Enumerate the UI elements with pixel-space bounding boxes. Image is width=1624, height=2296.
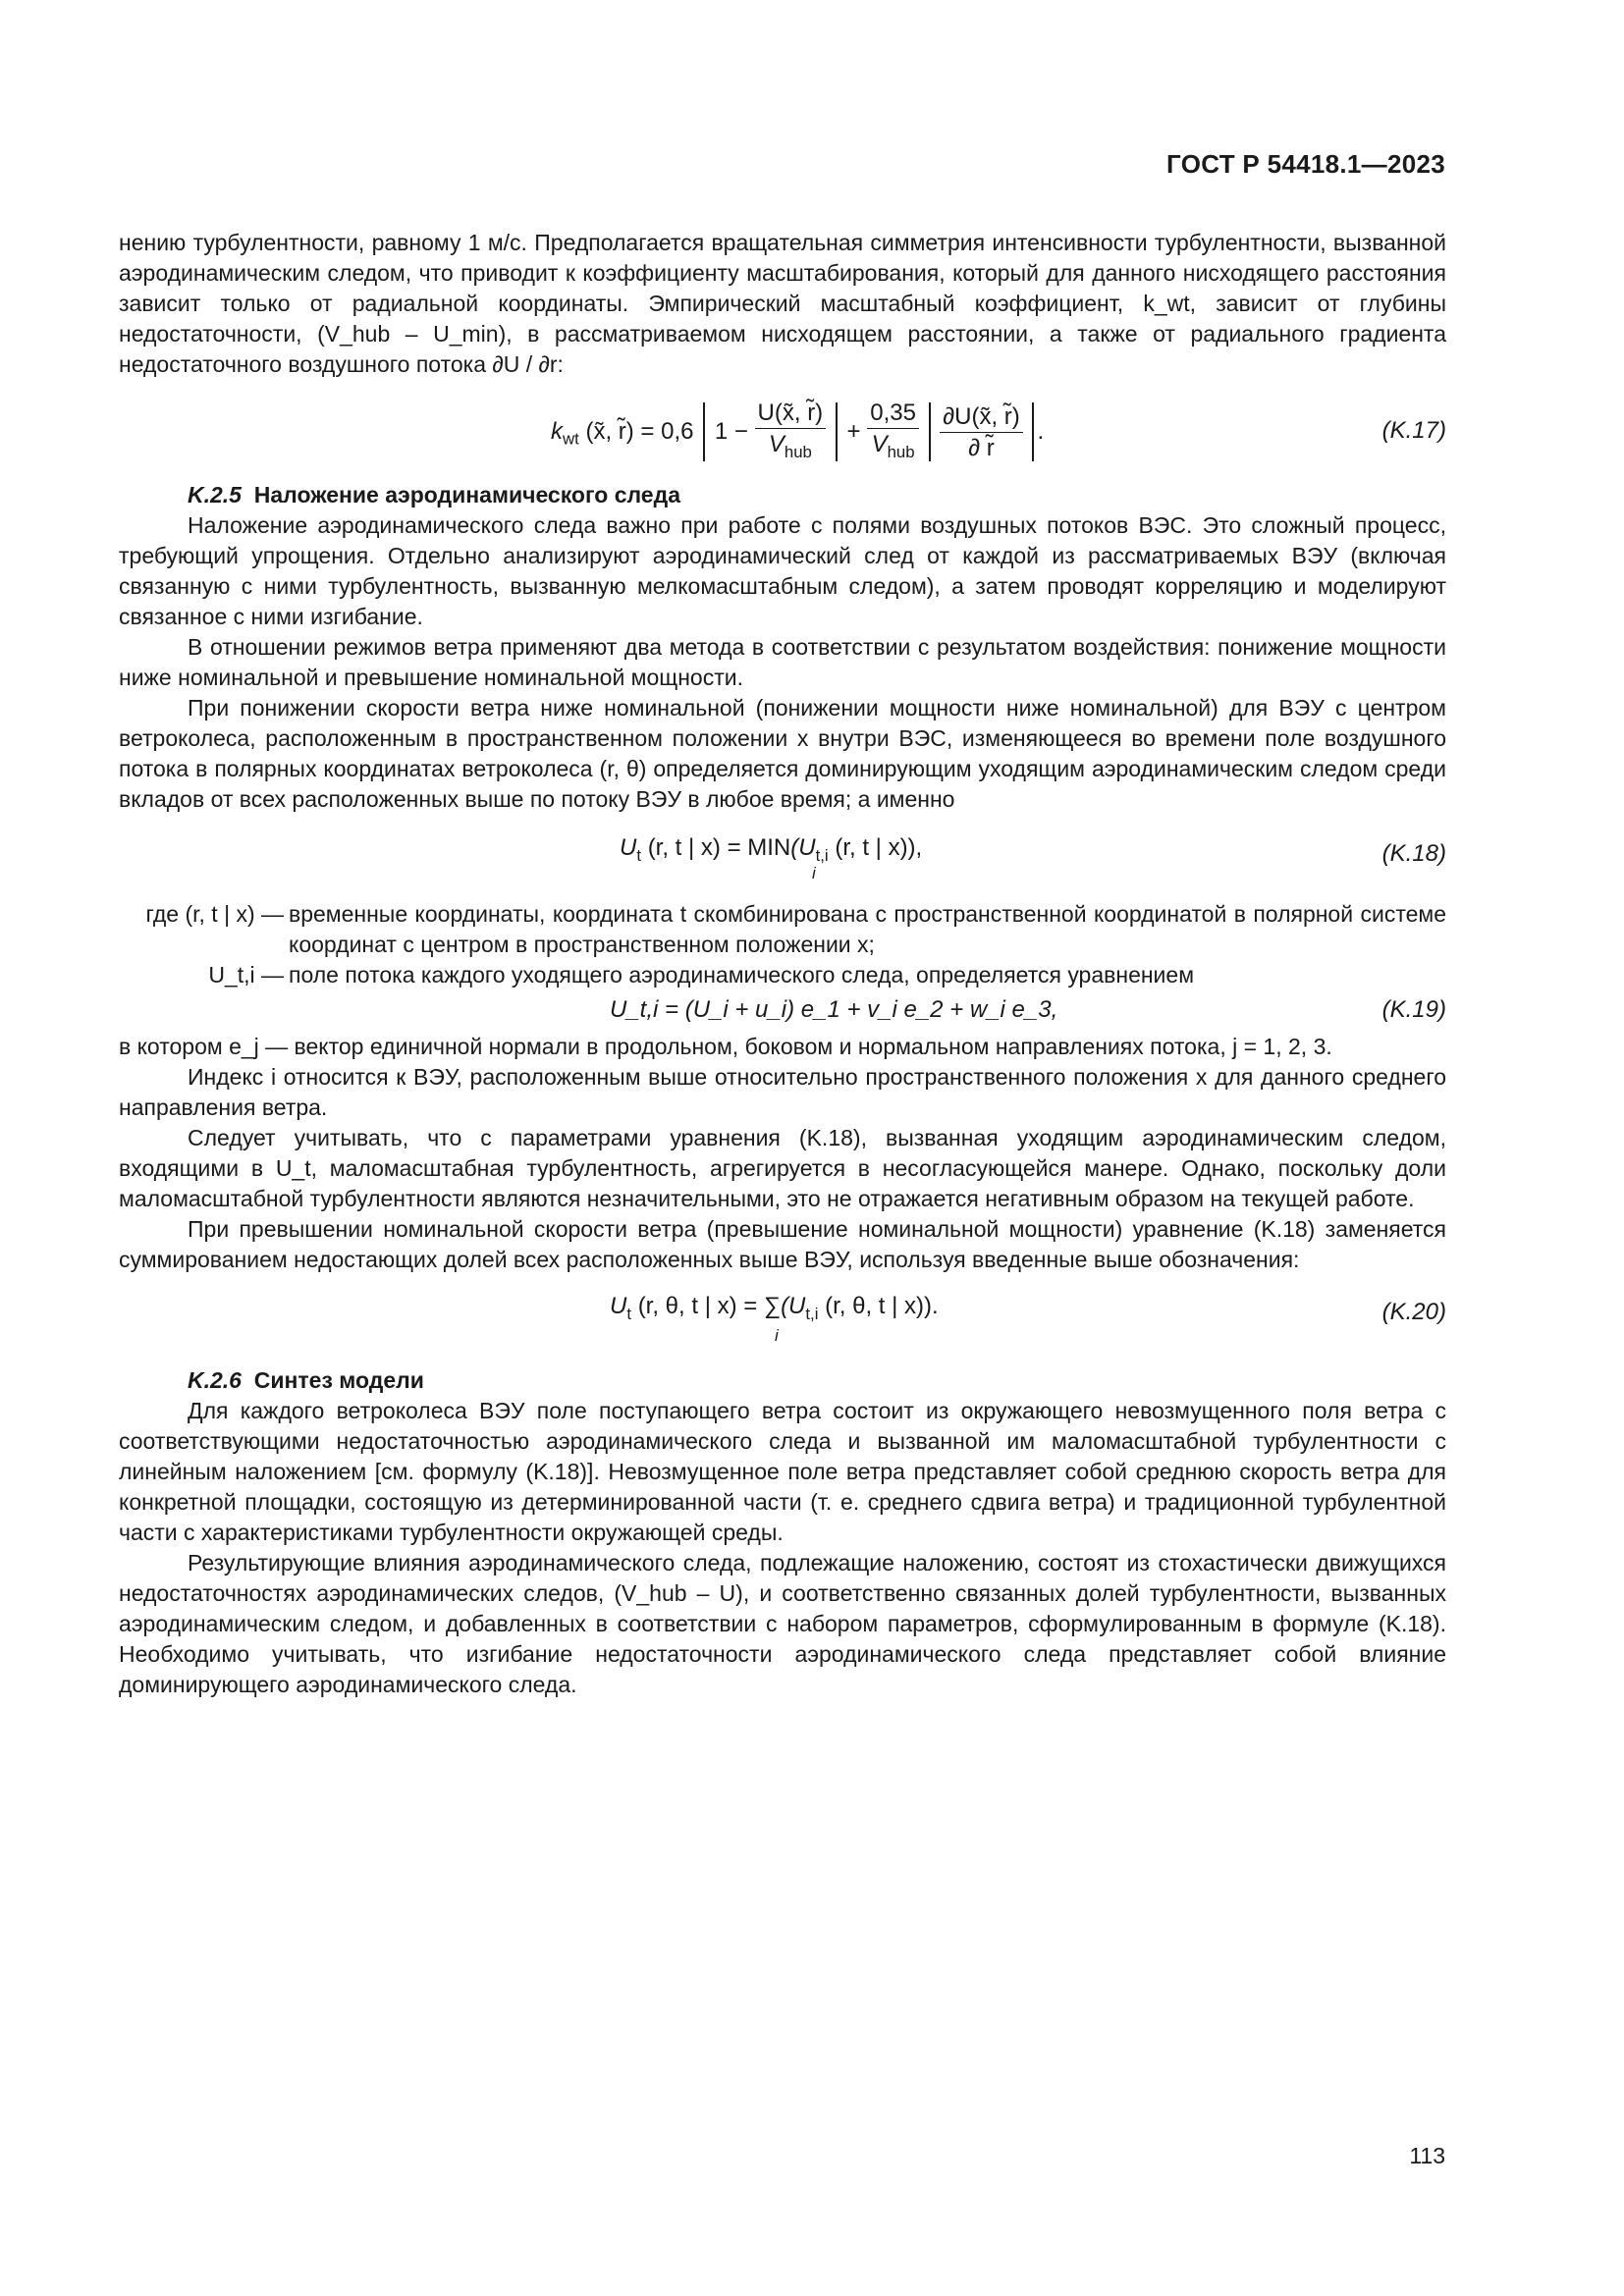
equation-number-k19: (K.19) [1381,996,1446,1023]
definition-text: временные координаты, координата t скомбинирована с пространственной координатой в полярной системе координат с центром в пространственном положении x; [289,901,1446,957]
paragraph-k26-1: Для каждого ветроколеса ВЭУ поле поступающего ветра состоит из окружающего невозмущенного поля ветра с соответствующими недостаточностью аэродинамического следа и вызванной им маломасштабной турбулентности с линейным наложением [см. формулу (K.18)]. Невозмущенное поле ветра представляет собой среднюю скорость ветра для конкретной площадки, состоящую из детерминированной части (т. е. среднего сдвига ветра) и традиционной турбулентной части с характеристиками турбулентности окружающей среды. [119,1398,1446,1545]
eq17-lhs: k [551,417,563,445]
paragraph-k25-1: Наложение аэродинамического следа важно при работе с полями воздушных потоков ВЭС. Это сложный процесс, требующий упрощения. Отдельно анализируют аэродинамический след от каждой из рассматриваемых ВЭУ (включая связанную с ними турбулентность, вызванную мелкомасштабным следом), а затем проводят корреляцию и моделируют связанное с ними изгибание. [119,512,1446,629]
eq20-lhs-args: (r, θ, t | x) = ∑ [637,1293,782,1319]
abs-bar-left-2 [929,402,931,461]
paragraph-above-rated: При превышении номинальной скорости ветра (превышение номинальной мощности) уравнение (K.18) заменяется суммированием недостающих долей всех расположенных выше ВЭУ, используя введенные выше обозначения: [119,1216,1446,1272]
eq18-rhs-args: (r, t | x)), [835,834,923,861]
equation-k20 [119,1283,1446,1354]
eq18-lhs-sub: t [636,845,642,865]
eq17-term1: 1 − [714,417,748,445]
definition-flow-field [117,960,1446,990]
eq20-lhs: U [610,1293,627,1319]
paragraph-k25-2: В отношении режимов ветра применяют два метода в соответствии с результатом воздействия: понижение мощности ниже номинальной и превышение номинальной мощности. [119,634,1446,690]
paragraph-index-i: Индекс i относится к ВЭУ, расположенным выше относительно пространственного положения x для данного среднего направления ветра. [119,1064,1446,1120]
eq18-rhs-sub: t,i [815,845,829,865]
eq19-expression: U_t,i = (U_i + u_i) e_1 + v_i e_2 + w_i e_3, [610,996,1058,1023]
eq17-plus: + [846,417,861,445]
eq17-frac3-den: ∂ r̃ [968,434,995,461]
section-heading-k26 [119,1365,1446,1396]
eq18-rhs: (U [790,834,816,861]
eq17-lhs-sub: wt [563,429,579,449]
section-title-k26: Синтез модели [253,1367,424,1393]
definition-term: где (r, t | x) — [145,901,284,927]
section-title-k25: Наложение аэродинамического следа [253,482,680,507]
equation-number-k18: (K.18) [1381,840,1446,867]
eq17-frac1-den: V [768,431,785,457]
definition-coords [117,899,1446,960]
eq20-rhs: (U [781,1293,806,1319]
equation-k18 [119,825,1446,885]
equation-k17 [119,394,1446,470]
eq17-frac1-den-sub: hub [784,442,812,461]
paragraph-intro: нению турбулентности, равному 1 м/с. Предполагается вращательная симметрия интенсивности турбулентности, вызванной аэродинамическим следом, что приводит к коэффициенту масштабирования, который для данного нисходящего расстояния зависит только от радиальной координаты. Эмпирический масштабный коэффициент, k_wt, зависит от глубины недостаточности, (V_hub – U_min), в рассматриваемом нисходящем расстоянии, а также от радиального градиента недостаточного воздушного потока ∂U / ∂r: [119,230,1446,377]
equation-k19 [119,990,1446,1032]
section-num-k25: K.2.5 [188,482,242,507]
eq20-lhs-sub: t [626,1304,632,1323]
document-id: ГОСТ Р 54418.1—2023 [1166,149,1445,179]
equation-number-k20: (K.20) [1381,1299,1446,1325]
abs-bar-right [836,402,838,461]
eq18-lhs: U [620,834,637,861]
eq17-args: (x̃, r̃) = 0,6 [585,417,694,445]
eq17-frac1-num: U(x̃, r̃) [755,398,827,429]
eq17-frac2-den-sub: hub [887,442,915,461]
paragraph-unit-normal: в котором e_j — вектор единичной нормали в продольном, боковом и нормальном направлениях потока, j = 1, 2, 3. [119,1034,1332,1059]
paragraph-k26-2: Результирующие влияния аэродинамического следа, подлежащие наложению, состоят из стохастически движущихся недостаточностях аэродинамических следов, (V_hub – U), и соответственно связанных долей турбулентности, вызванных аэродинамическим следом, и добавленных в соответствии с набором параметров, сформулированным в формуле (K.18). Необходимо учитывать, что изгибание недостаточности аэродинамического следа представляет собой влияние доминирующего аэродинамического следа. [119,1550,1446,1697]
eq17-end: . [1037,417,1045,445]
eq18-min-index: i [812,864,816,882]
eq20-rhs-sub: t,i [805,1304,819,1323]
definitions-list [117,899,1446,990]
eq17-frac2 [867,398,919,467]
eq20-rhs-args: (r, θ, t | x)). [825,1293,939,1319]
abs-bar-right-2 [1032,402,1034,461]
paragraph-k25-3: При понижении скорости ветра ниже номинальной (понижении мощности ниже номинальной) для ВЭУ с центром ветроколеса, расположенным в пространственном положении x внутри ВЭС, изменяющееся во времени поле воздушного потока в полярных координатах ветроколеса (r, θ) определяется доминирующим уходящим аэродинамическим следом среди вкладов от всех расположенных выше по потоку ВЭУ в любое время; а именно [119,695,1446,812]
eq17-frac3-num: ∂U(x̃, r̃) [940,401,1023,433]
paragraph-small-scale-note: Следует учитывать, что с параметрами уравнения (K.18), вызванная уходящим аэродинамическим следом, входящими в U_t, маломасштабная турбулентность, агрегируется в несогласующейся манере. Однако, поскольку доли маломасштабной турбулентности являются незначительными, это не отражается негативным образом на текущей работе. [119,1125,1446,1211]
main-text-column [119,228,1446,1700]
eq17-frac2-num: 0,35 [867,398,919,429]
eq17-frac1 [755,398,827,467]
page-number: 113 [1409,2143,1445,2168]
definition-text: поле потока каждого уходящего аэродинамического следа, определяется уравнением [289,962,1195,988]
eq17-frac2-den: V [871,431,888,457]
equation-number-k17: (K.17) [1381,417,1446,444]
eq17-frac3 [940,401,1023,463]
eq18-lhs-args: (r, t | x) = MIN [647,834,791,861]
abs-bar-left [703,402,705,461]
section-heading-k25 [119,480,1446,510]
eq20-sum-index: i [775,1326,779,1345]
definition-term: U_t,i — [208,962,284,988]
section-num-k26: K.2.6 [188,1367,242,1393]
